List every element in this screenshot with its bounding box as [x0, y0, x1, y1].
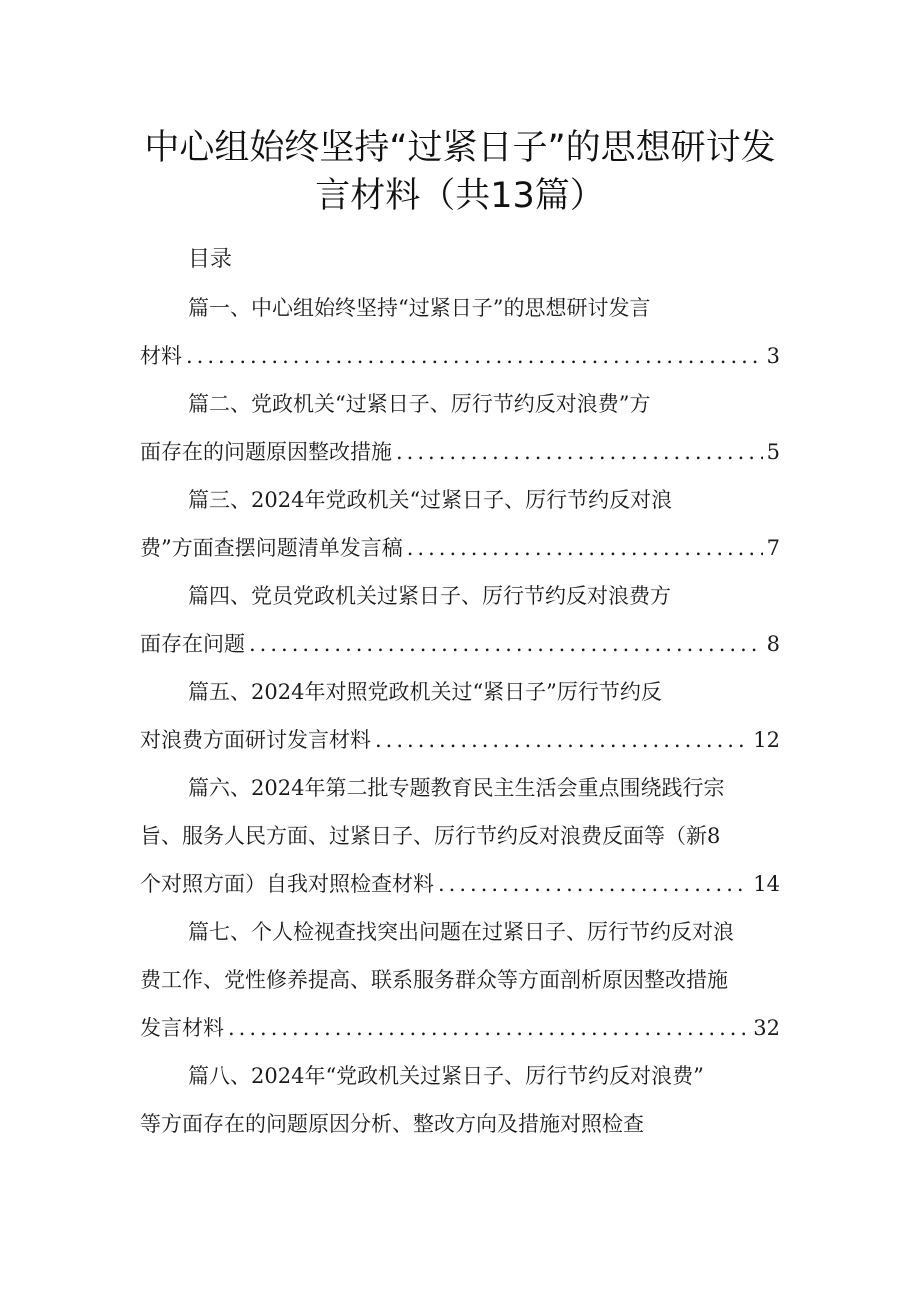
document-title	[0, 124, 920, 220]
toc-entry[interactable]	[140, 908, 785, 1052]
toc-entry-line: 篇三、2024年党政机关“过紧日子、厉行节约反对浪	[188, 488, 673, 512]
toc-entry[interactable]	[140, 476, 785, 572]
leader-dots	[438, 860, 749, 908]
page-number: 32	[753, 1016, 780, 1040]
toc-entry-line-with-page	[140, 716, 780, 764]
page-number: 14	[753, 872, 780, 896]
page-number: 5	[766, 440, 780, 464]
toc-entry-line-with-page	[140, 332, 780, 380]
toc-entry-line: 等方面存在的问题原因分析、整改方向及措施对照检查	[140, 1112, 644, 1136]
toc-heading: 目录	[188, 247, 233, 272]
toc-entry-line: 篇一、中心组始终坚持“过紧日子”的思想研讨发言	[188, 296, 651, 320]
toc-entry-line: 篇二、党政机关“过紧日子、厉行节约反对浪费”方	[188, 392, 651, 416]
page-number: 7	[766, 536, 780, 560]
toc-entry[interactable]	[140, 572, 785, 668]
toc-entry-line: 篇八、2024年“党政机关过紧日子、厉行节约反对浪费”	[188, 1064, 704, 1088]
toc-entry-line-with-page	[140, 524, 780, 572]
toc-entry[interactable]	[140, 668, 785, 764]
toc-entry-line: 面存在问题	[140, 632, 245, 656]
toc-entry[interactable]	[140, 1052, 785, 1148]
toc-entry[interactable]	[140, 764, 785, 908]
toc-entry-line: 篇六、2024年第二批专题教育民主生活会重点围绕践行宗	[188, 776, 725, 800]
toc-entry-line: 材料	[140, 344, 182, 368]
page-number: 3	[766, 344, 780, 368]
leader-dots	[396, 428, 763, 476]
page-number: 12	[753, 728, 780, 752]
title-line-2: 言材料（共13篇）	[315, 176, 605, 216]
toc-entry-line: 篇四、党员党政机关过紧日子、厉行节约反对浪费方	[188, 584, 671, 608]
toc-entry-line: 篇七、个人检视查找突出问题在过紧日子、厉行节约反对浪	[188, 920, 734, 944]
toc-entry-line: 费”方面查摆问题清单发言稿	[140, 536, 403, 560]
toc-entry-line-with-page	[140, 428, 780, 476]
toc-entry[interactable]	[140, 284, 785, 380]
leader-dots	[186, 332, 763, 380]
toc-entry-line: 面存在的问题原因整改措施	[140, 440, 392, 464]
toc-entry-line: 费工作、党性修养提高、联系服务群众等方面剖析原因整改措施	[140, 968, 728, 992]
toc-entry-line-with-page	[140, 1004, 780, 1052]
leader-dots	[407, 524, 763, 572]
toc-entry-line: 对浪费方面研讨发言材料	[140, 728, 371, 752]
toc-entry-line: 旨、服务人民方面、过紧日子、厉行节约反对浪费反面等（新8	[140, 824, 721, 848]
leader-dots	[228, 1004, 749, 1052]
title-line-1: 中心组始终坚持“过紧日子”的思想研讨发	[144, 128, 776, 168]
leader-dots	[249, 620, 763, 668]
toc-entry-line: 个对照方面）自我对照检查材料	[140, 872, 434, 896]
leader-dots	[375, 716, 749, 764]
toc-entry-line: 篇五、2024年对照党政机关过“紧日子”厉行节约反	[188, 680, 662, 704]
toc-entry[interactable]	[140, 380, 785, 476]
toc-entry-line-with-page	[140, 860, 780, 908]
toc-entry-line: 发言材料	[140, 1016, 224, 1040]
page-number: 8	[766, 632, 780, 656]
toc-entry-line-with-page	[140, 620, 780, 668]
